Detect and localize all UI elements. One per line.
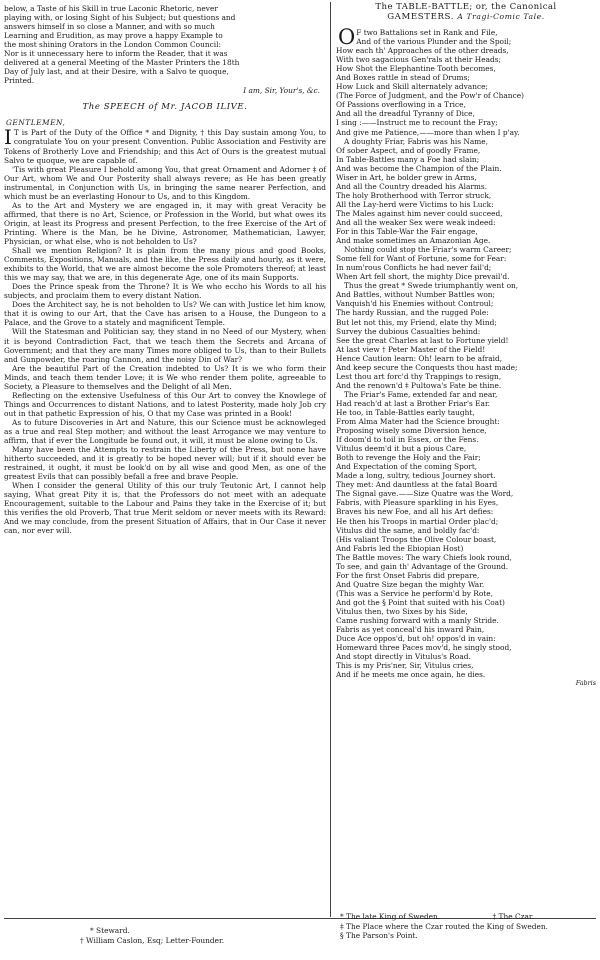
paragraph-text: T is Part of the Duty of the Office * and Dignity, † this Day sustain among You, to congratulate You on your present Convention. Public Association and Festivity are Tokens of Brotherly Love and Friendship; and this Act of Ours is the greatest mutual Salvo te quoque, we are capable of.: [4, 128, 326, 165]
intro-line: delivered at a general Meeting of the Master Printers the 18th: [4, 58, 240, 68]
intro-line: below, a Taste of his Skill in true Laconic Rhetoric, never: [4, 4, 218, 13]
catchword: Fabris: [575, 679, 596, 688]
poem-line: In num'rous Conflicts he had never fail'd;: [336, 263, 492, 273]
poem-line: With two sagacious Gen'rals at their Heads;: [336, 55, 502, 65]
poem-line: Vitulus deem'd it but a pious Care,: [336, 444, 467, 454]
poem-line: Some fell for Want of Fortune, some for Fear:: [336, 254, 507, 264]
poem-line: (The Force of Judgment, and the Pow'r of Chance): [336, 91, 524, 101]
poem-line: Had reach'd at last a Brother Friar's Ear.: [336, 398, 491, 408]
footnote-text: † The Czar.: [492, 912, 534, 921]
speech-paragraph: 'Tis with great Pleasure I behold among You, that great Ornament and Adorner ‡ of Our Art, whom We and Our Posterity shall always revere; as He has been greatly instrumental, in Conjunction with Us, in bringing the same nearer Perfection, and which must be an everlasting Honour to Us, and to this Kingdom.: [4, 164, 326, 201]
poem-line: He then his Troops in martial Order plac'd;: [336, 516, 499, 526]
poem-line: Vanquish'd his Enemies without Controul;: [336, 299, 494, 309]
speech-paragraph: As to the Art and Mystery we are engaged in, it may with great Veracity be affirmed, that there is no Art, Science, or Profession in the World, but what owes its Origin, at least its Progress and present Perfection, to the free Exercise of the Art of Printing. Where is the Man, be he Divine, Astronomer, Mathematician, Lawyer, Physician, or what else, who is not beholden to Us?: [4, 200, 326, 246]
speech-title: The SPEECH of Mr. JACOB ILIVE.: [82, 102, 248, 113]
poem-line: And was become the Champion of the Plain.: [336, 163, 502, 173]
poem-line: And give me Patience,——more than when I p'ay.: [336, 127, 520, 137]
poem-line: And all the dreadful Tyranny of Dice,: [336, 109, 475, 119]
poem-line: The Battle moves: The wary Chiefs look round,: [336, 552, 512, 562]
intro-line: Day of July last, and at their Desire, with a Salvo te quoque,: [4, 67, 229, 77]
footnote: ‡ The Place where the Czar routed the King of Sweden.: [340, 921, 548, 931]
footnote: † William Caslon, Esq; Letter-Founder.: [80, 935, 225, 945]
right-footnotes: [340, 912, 596, 941]
poem-line: Braves his new Foe, and all his Art defies:: [336, 507, 494, 517]
column-divider: [330, 2, 331, 917]
poem-line: Lest thou art forc'd thy Trappings to resign,: [336, 371, 502, 381]
poem-line: Of Passions overflowing in a Trice,: [336, 100, 466, 110]
poem-line: And Battles, without Number Battles won;: [336, 290, 496, 300]
right-column: [336, 4, 596, 688]
poem-line: When Art fell short, the mighty Dice prevail'd.: [336, 272, 510, 282]
speech-body: [4, 125, 326, 536]
speech-paragraph: Does the Prince speak from the Throne? It is We who eccho his Words to all his subjects, and proclaim them to every distant Nation.: [4, 282, 326, 301]
poem-line: If doom'd to toil in Essex, or the Fens.: [336, 435, 479, 445]
poem-line: See the great Charles at last to Fortune yield!: [336, 335, 509, 345]
poem-line: And the renown'd ‡ Pultowa's Fate be thine.: [336, 380, 502, 390]
poem-line: F two Battalions set in Rank and File,: [356, 28, 498, 37]
poem-line: Duce Ace oppos'd, but oh! oppos'd in vain:: [336, 634, 496, 644]
poem-line: To see, and gain th' Advantage of the Ground.: [336, 561, 509, 571]
poem-line: Homeward three Paces mov'd, he singly stood,: [336, 643, 512, 653]
poem-line: And Expectation of the coming Sport,: [336, 462, 478, 472]
poem-line: How each th' Approaches of the other dreads,: [336, 46, 509, 56]
poem-line: I sing :——Instruct me to recount the Fray;: [336, 118, 498, 128]
poem-line: For the first Onset Fabris did prepare,: [336, 570, 480, 580]
left-footnotes: [80, 926, 320, 945]
poem-line: The Signal gave.——Size Quatre was the Word,: [336, 489, 514, 499]
poem-subtitle: [336, 12, 596, 22]
poem-line: But let not this, my Friend, elate thy Mind;: [336, 317, 497, 327]
speech-paragraph: When I consider the general Utility of this our truly Teutonic Art, I cannot help saying, What great Pity it is, that the Professors do not meet with an adequate Encouragement, suitable to the Labour and Pains they take in the Exercise of it; but this verifies the old Proverb, That true Merit seldom or never meets with its Reward: And we may conclude, from the present Situation of Affairs, that in Our Case it never can, nor ever will.: [4, 481, 326, 536]
speech-paragraph: Will the Statesman and Politician say, they stand in no Need of our Mystery, when it is beyond Contradiction Fact, that we teach them the Secrets and Arcana of Government; and that they are many Times more obliged to Us, than to their Bullets and Gunpowder, the roaring Cannon, and the noisy Din of War?: [4, 327, 326, 364]
speech-paragraph: Reflecting on the extensive Usefulness of this Our Art to convey the Knowlege of Things and Occurrences to distant Nations, and to latest Posterity, made holy Job cry out in that pathetic Expression of his, O that my Case was printed in a Book!: [4, 390, 326, 418]
intro-line: Learning and Erudition, as may prove a happy Example to: [4, 31, 223, 41]
poem-line: Survey the dubious Casualties behind:: [336, 326, 481, 336]
poem-line: And Quatre Size began the mighty War.: [336, 579, 485, 589]
speech-paragraph: Are the beautiful Part of the Creation indebted to Us? It is we who form their Minds, and teach them tender Love; it is We who render them polite, agreeable to Society, a Pleasure to themselves and the Delight of all Men.: [4, 363, 326, 391]
poem-subtitle-main: GAMESTERS.: [387, 12, 455, 22]
poem-line: Thus the great * Swede triumphantly went on,: [344, 281, 519, 291]
intro-line: answers himself in so close a Manner, and with so much: [4, 22, 215, 32]
poem-line: Vitulus then, two Sixes by his Side,: [336, 607, 468, 616]
poem-line: And got the § Point that suited with his Coat): [336, 597, 505, 607]
poem-line: From Alma Mater had the Science brought:: [336, 417, 500, 427]
poem-line: He too, in Table-Battles early taught,: [336, 407, 475, 417]
poem-line: And Fabris led the Ebiopian Host): [336, 543, 464, 553]
speech-paragraph: Shall we mention Religion? It is plain from the many pious and good Books, Comments, Expositions, Manuals, and the like, the Press daily and hourly, as it were, exhibits to the World, that we are almost become the sole Promoters thereof; at least this we may say, that we are, in this degenerate Age, one of its main Supports.: [4, 246, 326, 283]
intro-line: the most shining Orators in the London Common Council:: [4, 40, 221, 50]
poem-line: And of the various Plunder and the Spoil;: [356, 37, 512, 47]
intro-paragraph: [4, 4, 326, 85]
poem-line: They met: And dauntless at the fatal Board: [336, 480, 498, 490]
poem-line: Nothing could stop the Friar's warm Career;: [344, 245, 512, 255]
speech-paragraph: As to future Discoveries in Art and Nature, this our Science must be acknowleged as a true and real Step mother; and without the least Arrogance we may venture to affirm, that if ever the Longitude be found out, it will, it must be alone owing to Us.: [4, 417, 326, 446]
poem-line: And stopt directly in Vitulus's Road.: [336, 652, 471, 662]
signature: I am, Sir, Your's, &c.: [243, 86, 320, 96]
poem-line: Of sober Aspect, and of goodly Frame,: [336, 145, 481, 155]
poem-line: In Table-Battles many a Foe had slain;: [336, 154, 480, 164]
speech-paragraph: Many have been the Attempts to restrain the Liberty of the Press, but none have hitherto succeeded, and it is greatly to be hoped never will; but if it should ever be restrained, it ought, it must be look'd on by all wise and good Men, as one of the greatest Evils that can possibly befall a free and brave People.: [4, 445, 326, 482]
speech-paragraph: [4, 125, 326, 165]
poem-line: This is my Pris'ner, Sir, Vitulus cries,: [336, 661, 474, 671]
drop-cap: I: [4, 125, 12, 150]
poem-subtitle-italic: A Tragi-Comic Tale.: [457, 12, 545, 21]
intro-line: Nor is it unnecessary here to inform the Reader, that it was: [4, 49, 228, 59]
poem-line: Wiser in Art, he bolder grew in Arms,: [336, 172, 477, 182]
poem-line: (His valiant Troops the Olive Colour boast,: [336, 534, 497, 544]
poem-line: Both to revenge the Holy and the Fair;: [336, 453, 481, 463]
intro-line: playing with, or losing Sight of his Subject; but questions and: [4, 13, 236, 23]
footnote: [340, 912, 596, 922]
poem-line: Came rushing forward with a manly Stride.: [336, 616, 499, 626]
poem-line: For in this Table-War the Fair engage,: [336, 227, 478, 237]
poem-line: The Males against him never could succeed,: [336, 208, 503, 218]
poem-line: Fabris, with Pleasure sparkling in his Eyes,: [336, 498, 499, 508]
drop-cap: O: [338, 25, 356, 49]
poem-line: How Luck and Skill alternately advance;: [336, 82, 488, 92]
poem-line: The hardy Russian, and the rugged Pole:: [336, 308, 489, 318]
poem-body: [336, 25, 596, 688]
poem-line: Made a long, sultry, tedious Journey short.: [336, 471, 496, 481]
poem-line: Vitulus did the same, and boldly fac'd:: [336, 525, 480, 535]
poem-line: Hence Caution learn: Oh! learn to be afraid,: [336, 353, 503, 363]
left-column: [4, 4, 326, 536]
poem-line: And if he meets me once again, he dies.: [336, 670, 486, 680]
salutation: GENTLEMEN,: [6, 118, 66, 128]
poem-line: And all the Country dreaded his Alarms.: [336, 181, 488, 191]
poem-line: How Shot the Elephantine Tooth becomes,: [336, 64, 496, 74]
poem-line: And keep secure the Conquests thou hast made;: [336, 362, 518, 372]
footnote: § The Parson's Point.: [340, 931, 418, 940]
poem-line: (This was a Service he perform'd by Rote,: [336, 588, 494, 598]
poem-line: And Boxes rattle in stead of Drums;: [336, 73, 470, 83]
poem-line: All the Lay-herd were Victims to his Luck:: [336, 199, 494, 209]
poem-line: And make sometimes an Amazonian Age.: [336, 236, 491, 246]
poem-line: A doughty Friar, Fabris was his Name,: [344, 136, 489, 146]
poem-title: The TABLE-BATTLE; or, the Canonical: [375, 2, 557, 12]
poem-line: Fabris as yet conceal'd his inward Pain,: [336, 625, 485, 635]
poem-line: The holy Brotherhood with Terror struck,: [336, 190, 492, 200]
footnote: * Steward.: [90, 926, 130, 935]
poem-line: The Friar's Fame, extended far and near,: [344, 389, 498, 399]
poem-line: Proposing wisely some Diversion hence,: [336, 426, 487, 436]
poem-line: And all the weaker Sex were weak indeed:: [336, 217, 496, 227]
intro-line: Printed.: [4, 76, 35, 86]
footnote-text: * The late King of Sweden.: [340, 912, 441, 921]
speech-paragraph: Does the Architect say, he is not beholden to Us? We can with Justice let him know, that it is owing to our Art, that the Cave has arisen to a House, the Dungeon to a Palace, and the Grove to a stately and magnificent Temple.: [4, 300, 326, 328]
poem-line: At last view † Peter Master of the Field!: [336, 344, 486, 354]
